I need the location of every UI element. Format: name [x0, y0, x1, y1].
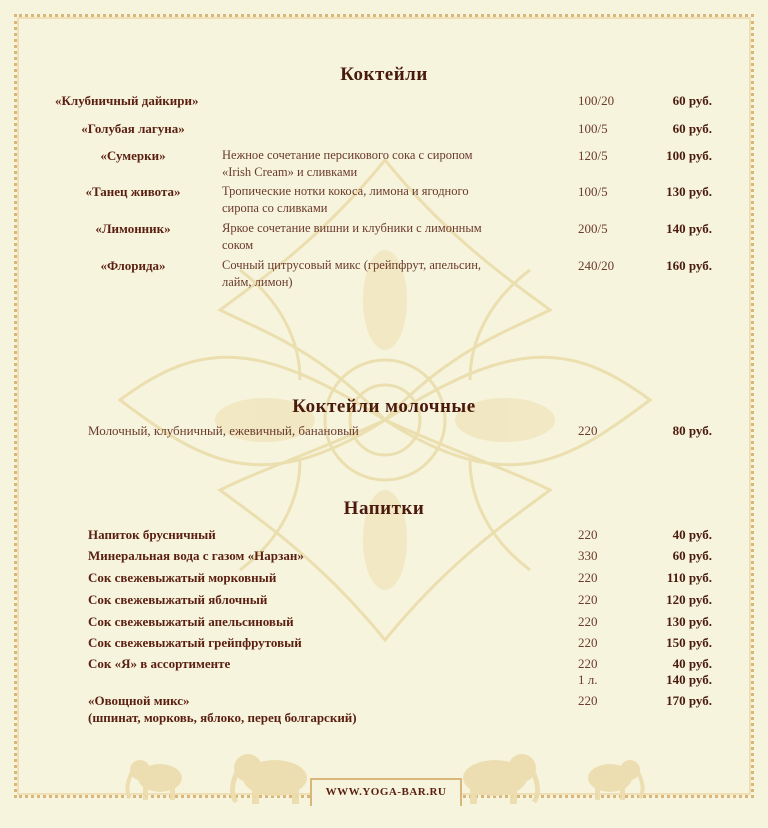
- item-volume: 220: [578, 423, 598, 438]
- item-name: Сок свежевыжатый морковный: [88, 570, 277, 585]
- item-price: 140 руб.: [666, 221, 712, 236]
- item-volume: 200/5: [578, 221, 608, 236]
- item-name: «Флорида»: [100, 258, 166, 273]
- item-price: 140 руб.: [666, 672, 712, 687]
- item-name: Молочный, клубничный, ежевичный, банановый: [88, 423, 359, 438]
- item-volume: 220: [578, 527, 598, 542]
- item-volume: 240/20: [578, 258, 615, 273]
- section-title-drinks: Напитки: [343, 498, 425, 519]
- item-price: 160 руб.: [666, 258, 712, 273]
- elephant-icon: [463, 754, 538, 804]
- item-volume: 100/5: [578, 121, 608, 136]
- item-price: 60 руб.: [672, 121, 712, 136]
- item-volume: 220: [578, 614, 598, 629]
- item-price: 150 руб.: [666, 635, 712, 650]
- section-title-cocktails: Коктейли: [340, 64, 428, 85]
- item-name: «Танец живота»: [85, 184, 181, 199]
- item-price: 60 руб.: [672, 548, 712, 563]
- item-price: 60 руб.: [672, 93, 712, 108]
- item-name: Сок «Я» в ассортименте: [88, 656, 231, 671]
- item-description: Яркое сочетание вишни и клубники с лимонным соком: [222, 221, 482, 252]
- item-description: Тропические нотки кокоса, лимона и ягодного сиропа со сливками: [222, 184, 469, 215]
- item-price: 120 руб.: [666, 592, 712, 607]
- item-description: Сочный цитрусовый микс (грейпфрут, апельсин, лайм, лимон): [222, 258, 482, 289]
- item-volume: 220: [578, 592, 598, 607]
- item-price: 130 руб.: [666, 614, 712, 629]
- item-volume: 100/5: [578, 184, 608, 199]
- item-price: 40 руб.: [672, 656, 712, 671]
- item-volume: 100/20: [578, 93, 615, 108]
- item-volume: 220: [578, 570, 598, 585]
- item-name: «Голубая лагуна»: [81, 121, 185, 136]
- item-volume: 120/5: [578, 148, 608, 163]
- item-volume: 220: [578, 693, 598, 708]
- item-price: 130 руб.: [666, 184, 712, 199]
- section-title-milkshakes: Коктейли молочные: [292, 396, 476, 417]
- item-volume: 330: [578, 548, 598, 563]
- item-price: 40 руб.: [672, 527, 712, 542]
- item-name: «Клубничный дайкири»: [55, 93, 199, 108]
- item-name: «Сумерки»: [100, 148, 166, 163]
- website-link[interactable]: WWW.YOGA-BAR.RU: [325, 786, 447, 798]
- item-name: Напиток брусничный: [88, 527, 216, 542]
- item-price: 100 руб.: [666, 148, 712, 163]
- item-price: 80 руб.: [672, 423, 712, 438]
- item-name: Минеральная вода с газом «Нарзан»: [88, 548, 304, 563]
- elephant-icon: [232, 754, 307, 804]
- item-volume: 220: [578, 635, 598, 650]
- item-name: Сок свежевыжатый яблочный: [88, 592, 268, 607]
- item-name-detail: (шпинат, морковь, яблоко, перец болгарский): [88, 710, 357, 725]
- item-name: Сок свежевыжатый апельсиновый: [88, 614, 294, 629]
- item-volume: 220: [578, 656, 598, 671]
- item-price: 170 руб.: [666, 693, 712, 708]
- item-price: 110 руб.: [666, 570, 712, 585]
- item-name: Сок свежевыжатый грейпфрутовый: [88, 635, 302, 650]
- item-description: Нежное сочетание персикового сока с сиропом «Irish Cream» и сливками: [222, 148, 473, 179]
- item-name: «Овощной микс»: [88, 693, 190, 708]
- elephant-icon: [588, 760, 643, 800]
- item-volume: 1 л.: [578, 672, 598, 687]
- elephant-icon: [127, 760, 182, 800]
- item-name: «Лимонник»: [95, 221, 171, 236]
